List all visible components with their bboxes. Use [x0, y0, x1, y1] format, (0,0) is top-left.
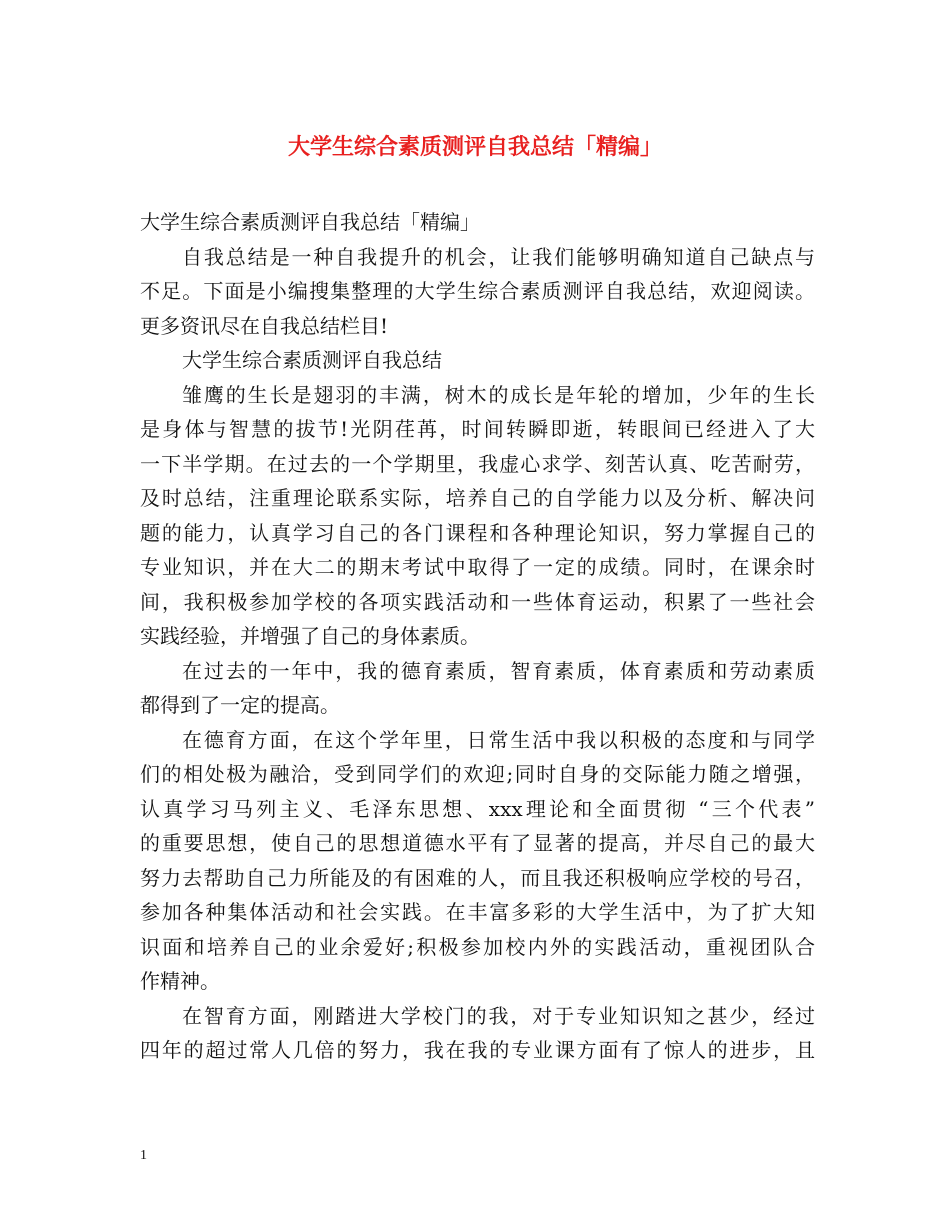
text-line: 的重要思想，使自己的思想道德水平有了显著的提高，并尽自己的最大 [140, 831, 815, 855]
text-line: 更多资讯尽在自我总结栏目! [140, 313, 389, 338]
text-line: 都得到了一定的提高。 [140, 693, 340, 717]
text-line: 大学生综合素质测评自我总结 [182, 348, 442, 372]
text-line: 认真学习马列主义、毛泽东思想、xxx理论和全面贯彻 “三个代表” [140, 796, 815, 821]
text-line: 在过去的一年中，我的德育素质，智育素质，体育素质和劳动素质 [182, 658, 815, 683]
text-line: 作精神。 [140, 969, 220, 993]
text-line: 是身体与智慧的拔节!光阴荏苒，时间转瞬即逝，转眼间已经进入了大 [140, 417, 815, 441]
text-line: 参加各种集体活动和社会实践。在丰富多彩的大学生活中，为了扩大知 [140, 900, 815, 924]
text-line: 雏鹰的生长是翅羽的丰满，树木的成长是年轮的增加，少年的生长 [182, 382, 815, 407]
text-line: 在德育方面，在这个学年里，日常生活中我以积极的态度和与同学 [182, 727, 815, 752]
text-line: 实践经验，并增强了自己的身体素质。 [140, 624, 480, 648]
text-line: 自我总结是一种自我提升的机会，让我们能够明确知道自己缺点与 [182, 244, 815, 269]
text-line: 一下半学期。在过去的一个学期里，我虚心求学、刻苦认真、吃苦耐劳， [140, 451, 815, 476]
text-line: 专业知识，并在大二的期末考试中取得了一定的成绩。同时，在课余时 [140, 555, 815, 579]
text-line: 在智育方面，刚踏进大学校门的我，对于专业知识知之甚少，经过 [182, 1003, 815, 1028]
text-line: 识面和培养自己的业余爱好;积极参加校内外的实践活动，重视团队合 [140, 934, 815, 959]
text-line: 四年的超过常人几倍的努力，我在我的专业课方面有了惊人的进步，且 [140, 1038, 815, 1062]
text-line: 题的能力，认真学习自己的各门课程和各种理论知识，努力掌握自己的 [140, 520, 815, 545]
text-line: 间，我积极参加学校的各项实践活动和一些体育运动，积累了一些社会 [140, 589, 815, 614]
text-line: 不足。下面是小编搜集整理的大学生综合素质测评自我总结，欢迎阅读。 [140, 279, 815, 303]
text-line: 大学生综合素质测评自我总结「精编」 [140, 210, 480, 234]
page-number: 1 [140, 1148, 147, 1163]
document-body [140, 205, 815, 1068]
document-title: 大学生综合素质测评自我总结「精编」 [287, 134, 662, 160]
text-line: 及时总结，注重理论联系实际，培养自己的自学能力以及分析、解决问 [140, 486, 815, 510]
text-line: 努力去帮助自己力所能及的有困难的人，而且我还积极响应学校的号召， [140, 865, 815, 890]
text-line: 们的相处极为融洽，受到同学们的欢迎;同时自身的交际能力随之增强， [140, 762, 815, 786]
